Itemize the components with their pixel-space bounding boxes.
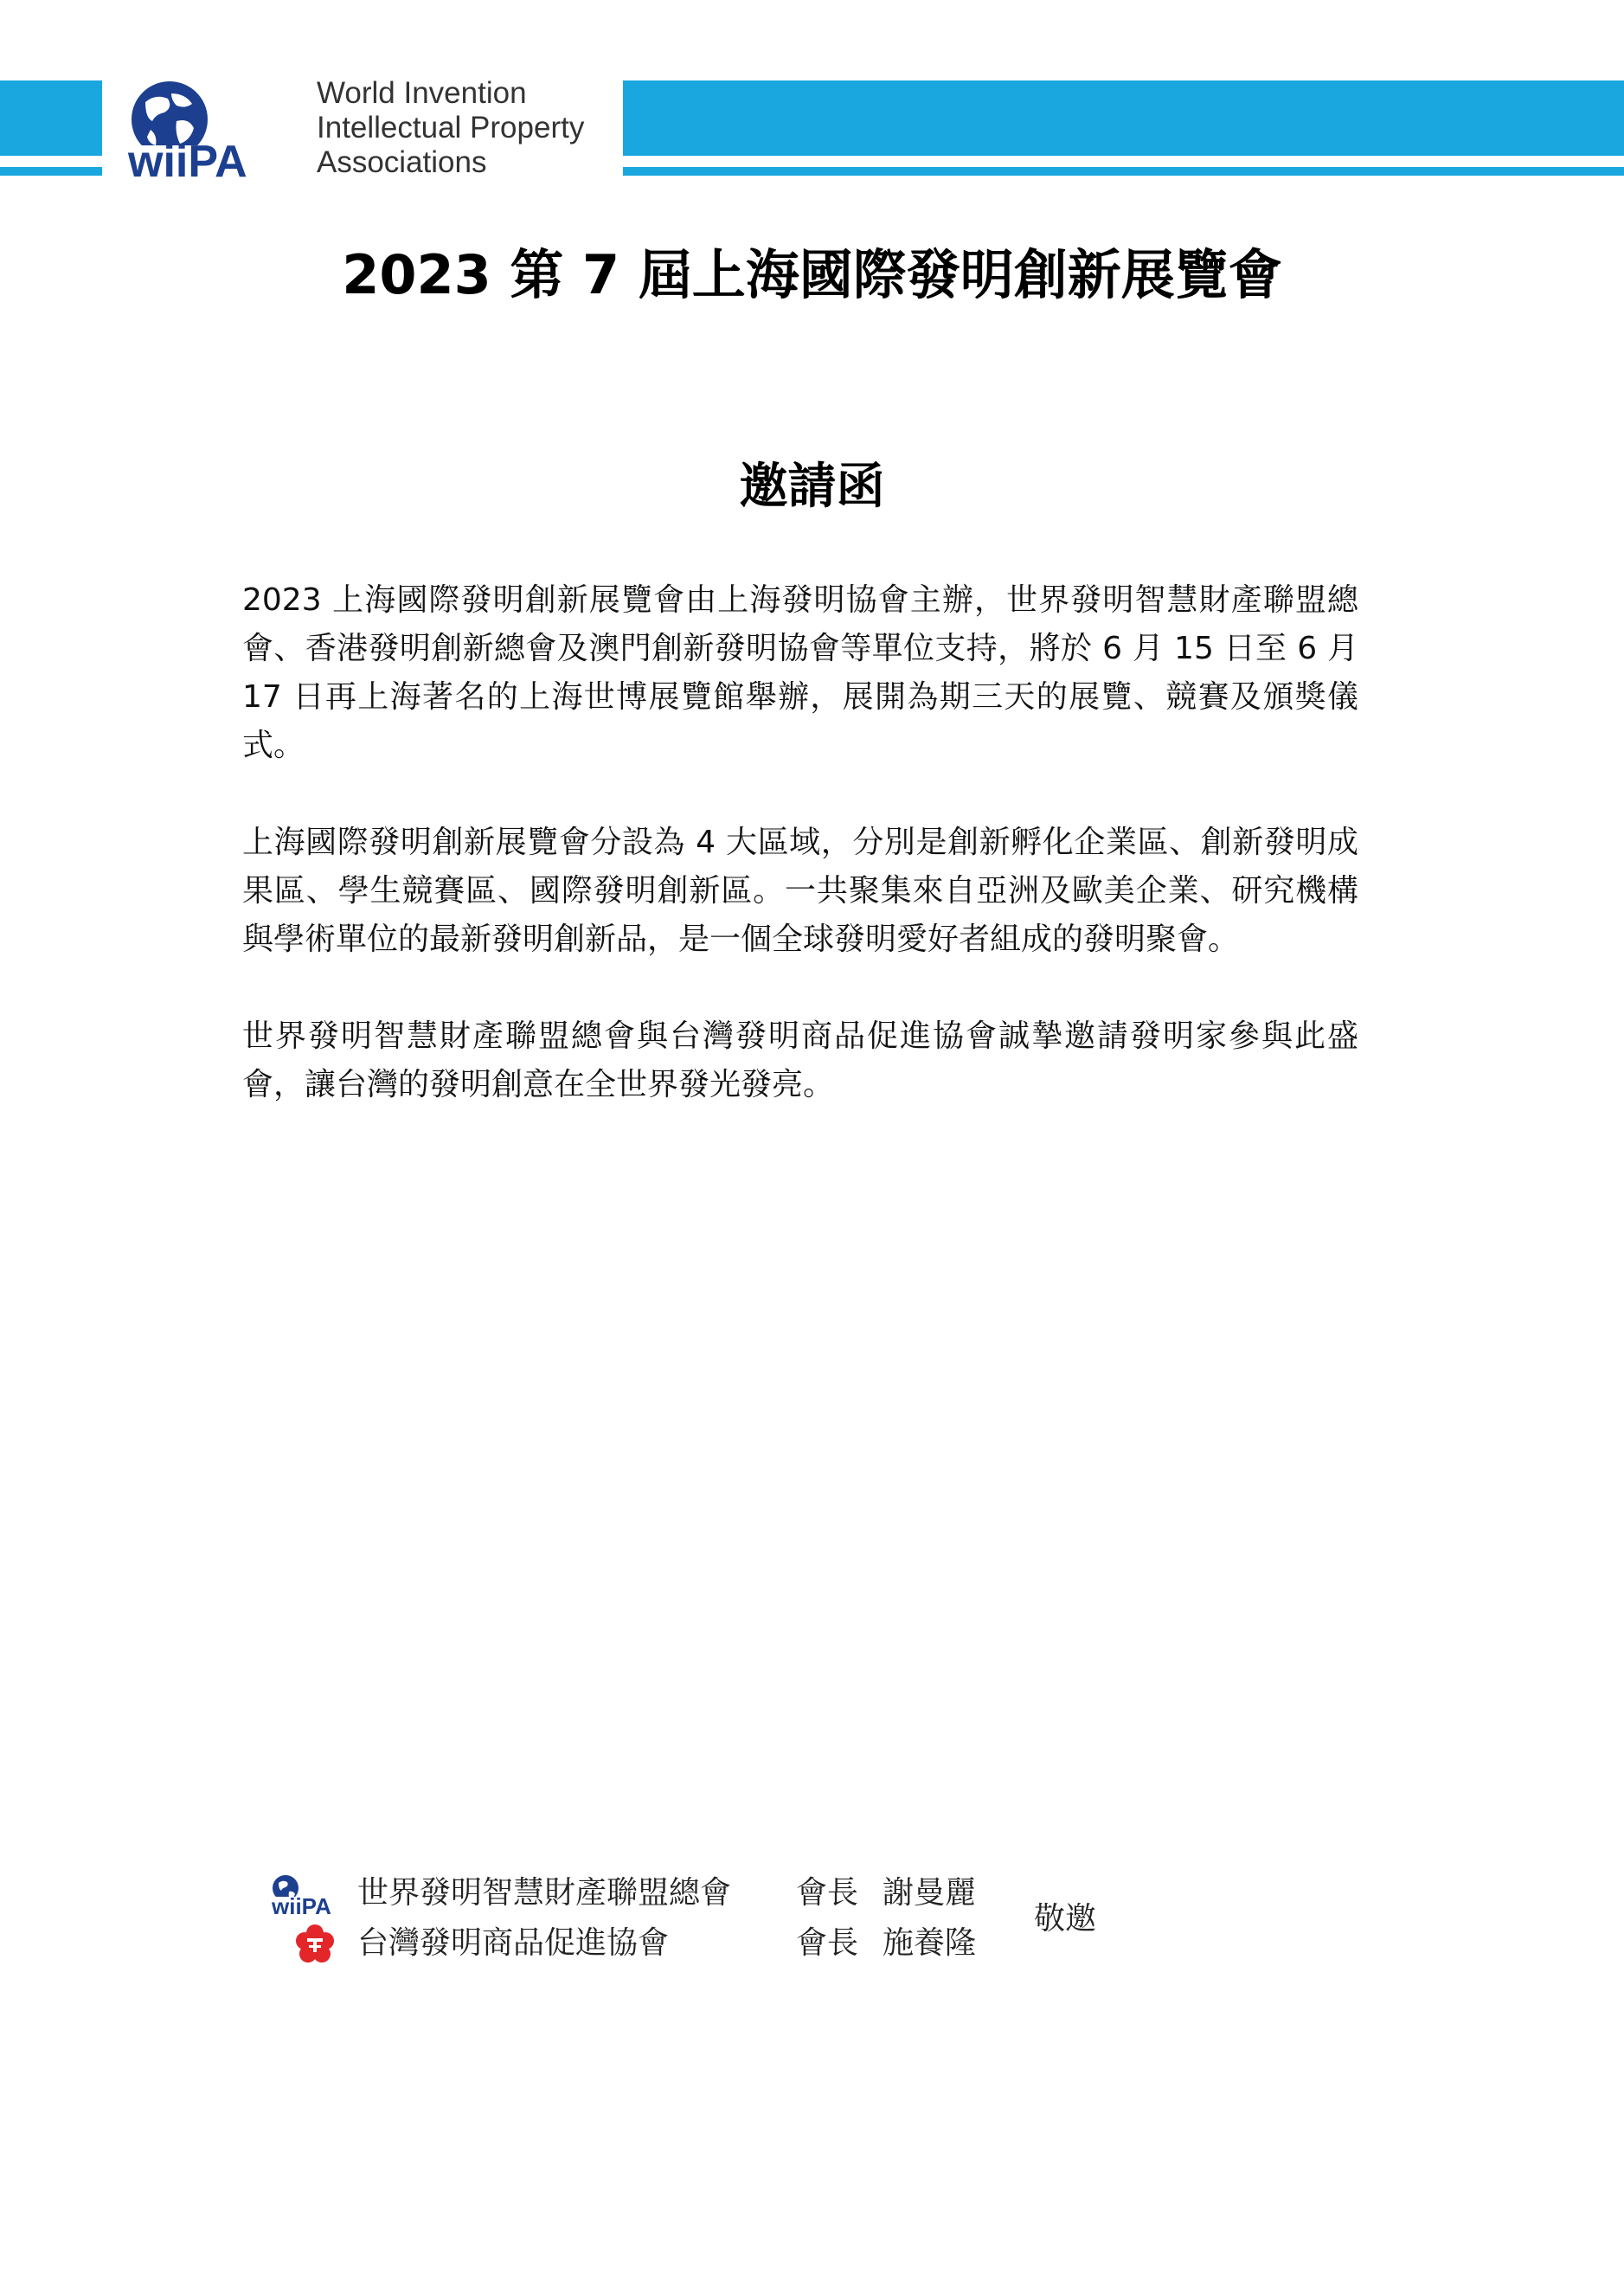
org-name-line-1: World Invention <box>317 76 527 110</box>
org-name <box>317 76 619 180</box>
wiipa-logo-icon <box>268 1873 350 1916</box>
paragraph-1: 2023 上海國際發明創新展覽會由上海發明協會主辦，世界發明智慧財產聯盟總會、香港發明創新總會及澳門創新發明協會等單位支持，將於 6 月 15 日至 6 月 17 日再上海著名的上海世博展覽館舉辦，展開為期三天的展覽、競賽及頒獎儀式。 <box>242 582 1358 763</box>
header-band-right-stripe <box>623 167 1624 176</box>
header-band-left-stripe <box>0 167 102 176</box>
wiipa-globe-icon <box>119 76 318 182</box>
org-name-line-3: Associations <box>317 145 487 179</box>
header-band-left <box>0 80 102 156</box>
org-name-line-2: Intellectual Property <box>317 111 585 145</box>
closing-text: 敬邀 <box>1034 1901 1097 1937</box>
signature-organization: 台灣發明商品促進協會 <box>357 1925 670 1961</box>
letter-body <box>242 576 1358 1158</box>
paragraph-2: 上海國際發明創新展覽會分設為 4 大區域，分別是創新孵化企業區、創新發明成果區、學生競賽區、國際發明創新區。一共聚集來自亞洲及歐美企業、研究機構與學術單位的最新發明創新品，是一個全球發明愛好者組成的發明聚會。 <box>242 825 1358 957</box>
signature-title: 會長 <box>796 1925 859 1961</box>
paragraph-3: 世界發明智慧財產聯盟總會與台灣發明商品促進協會誠摯邀請發明家參與此盛會，讓台灣的發明創意在全世界發光發亮。 <box>242 1018 1358 1102</box>
header-band-right <box>623 80 1624 156</box>
signature-title: 會長 <box>796 1875 859 1911</box>
document-title: 2023 第 7 屆上海國際發明創新展覽會 <box>342 243 1282 306</box>
signature-person: 謝曼麗 <box>883 1875 977 1911</box>
letter-heading: 邀請函 <box>739 459 885 515</box>
svg-text:wiiPA: wiiPA <box>272 1893 331 1916</box>
tpa-logo-icon <box>268 1923 350 1966</box>
signature-organization: 世界發明智慧財產聯盟總會 <box>357 1875 732 1911</box>
signature-person: 施養隆 <box>883 1925 977 1961</box>
wiipa-logo <box>119 76 318 182</box>
wiipa-logo-text: wiiPA <box>128 137 247 182</box>
